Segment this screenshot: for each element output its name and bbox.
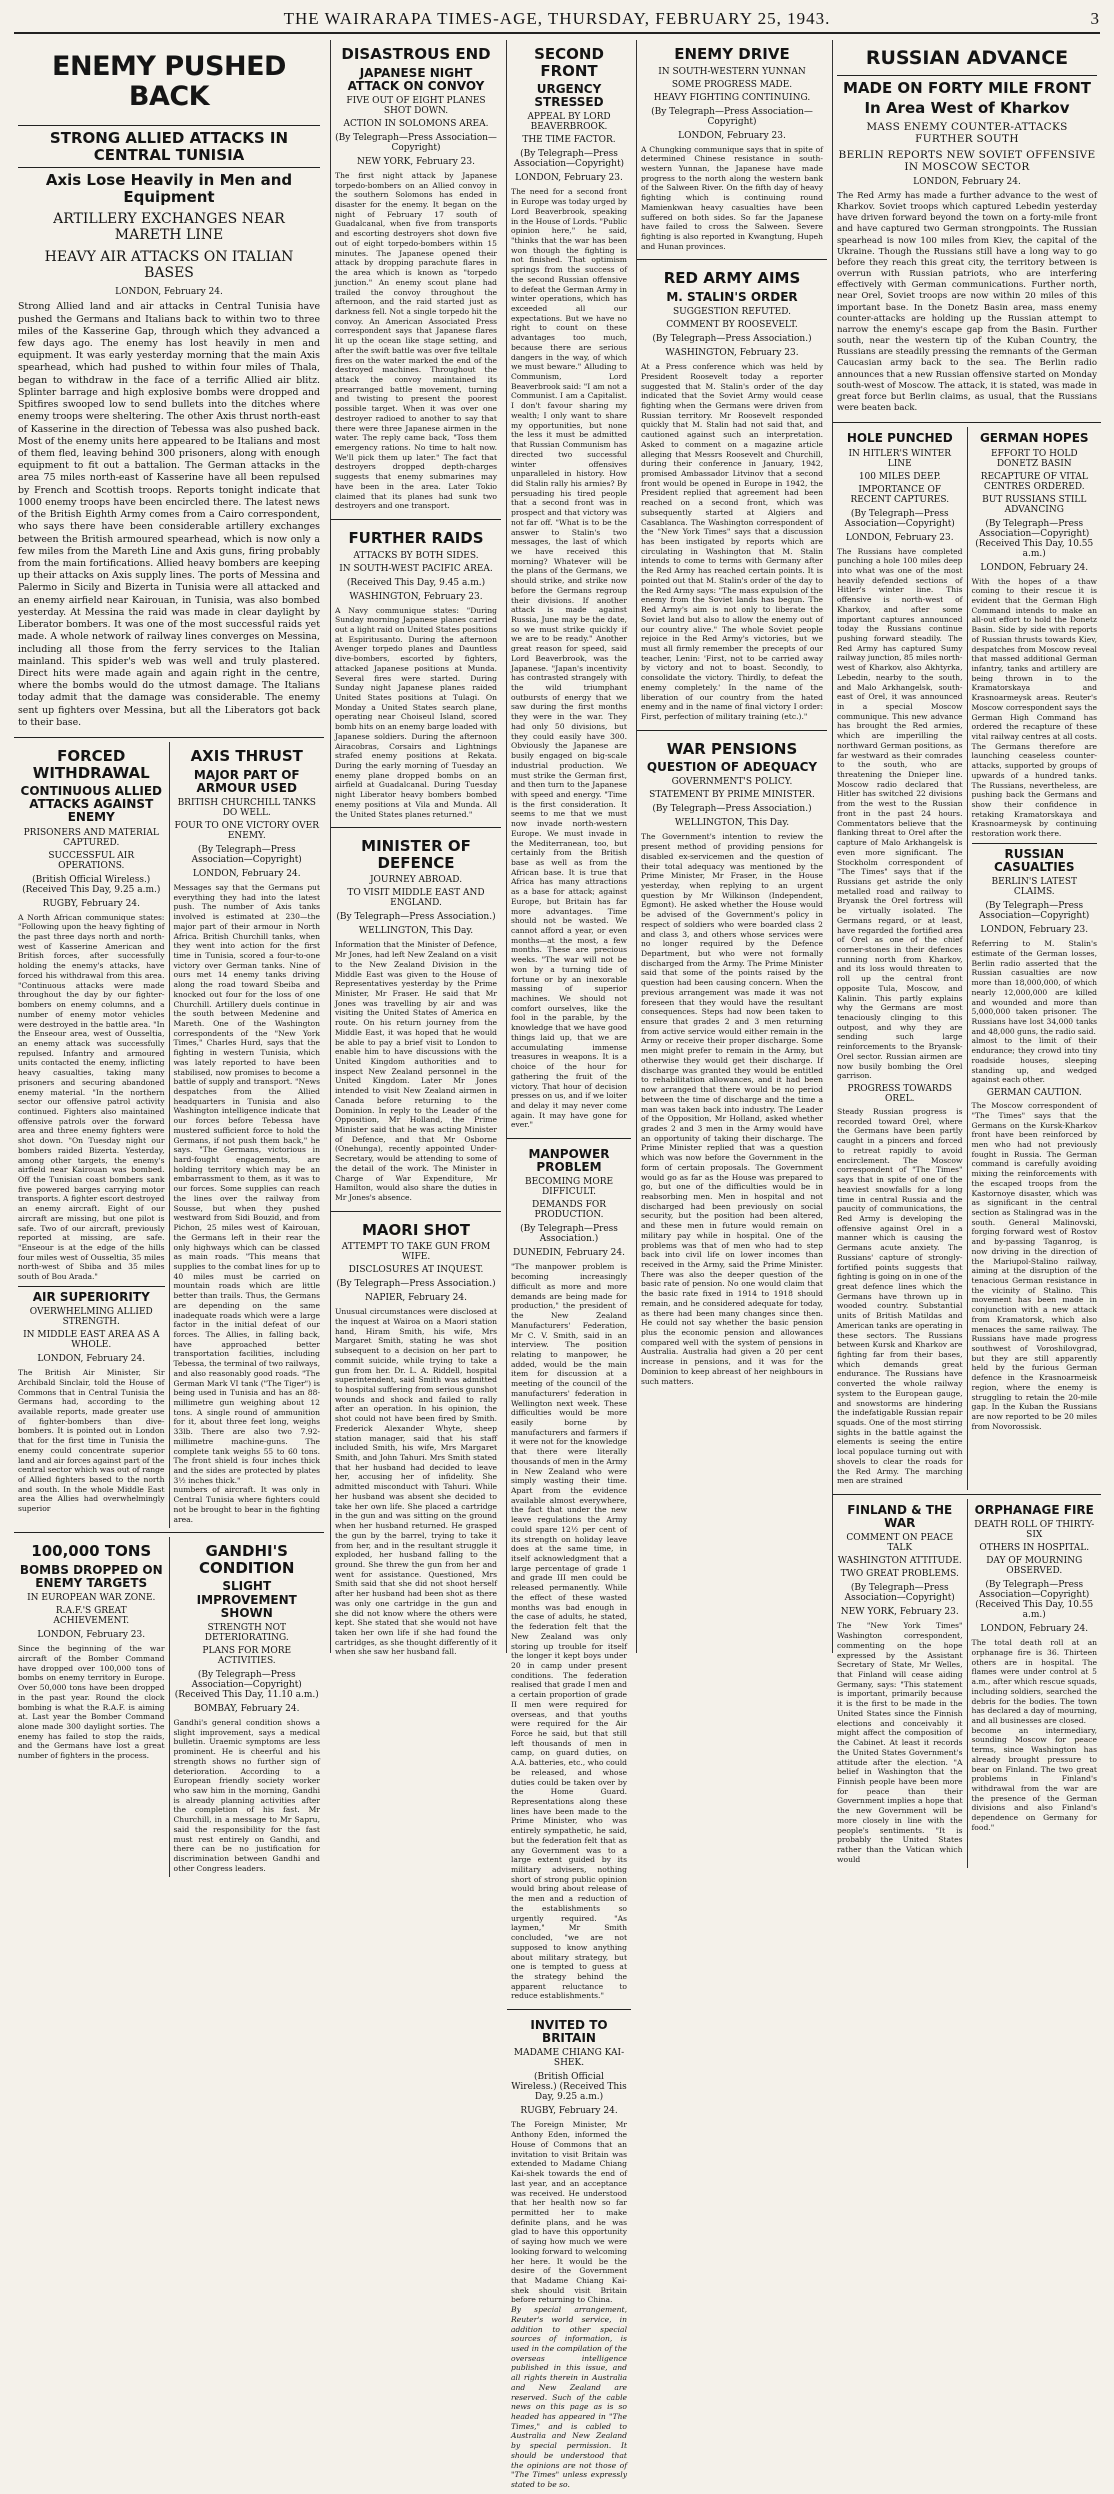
deck: RECAPTURE OF VITAL CENTRES ORDERED.: [980, 471, 1088, 492]
deck: IN SOUTH-WESTERN YUNNAN: [658, 66, 806, 77]
headline: AXIS THRUST: [190, 747, 303, 766]
deck: COMMENT BY ROOSEVELT.: [666, 320, 798, 331]
article-invited-to-britain: [507, 2014, 631, 2494]
deck: URGENCY STRESSED: [534, 82, 604, 110]
dateline: NEW YORK, February 23.: [357, 156, 475, 167]
article-second-front: [507, 40, 631, 1134]
dateline: LONDON, February 24.: [37, 1354, 146, 1365]
credit: (By Telegraph—Press Association.): [336, 1279, 496, 1290]
credit: (By Telegraph—Press Association.): [652, 334, 812, 345]
dateline: WASHINGTON, February 23.: [665, 348, 799, 359]
column-4: [636, 40, 827, 1653]
article-body: Referring to M. Stalin's estimate of the German losses, Berlin radio asserted that the Russian casualties are now more than 18,000,000, of which nearly 12,000,000 are killed and wounded and more than 5,000,000 taken prisoner. The Russians have lost 34,000 tanks and 48,000 guns, the radio said.: [971, 939, 1097, 1036]
deck: In Area West of Kharkov: [864, 99, 1070, 118]
headline: 100,000 TONS: [31, 1542, 152, 1561]
deck: BECOMING MORE DIFFICULT.: [524, 1177, 614, 1198]
credit: (By Telegraph—Press Association—Copyright) (Received This Day, 10.55 a.m.): [975, 518, 1094, 559]
credit: (British Official Wireless.) (Received This Day, 9.25 a.m.): [22, 874, 161, 895]
deck: BERLIN'S LATEST CLAIMS.: [991, 877, 1078, 898]
headline: RED ARMY AIMS: [663, 269, 801, 288]
deck: WASHINGTON ATTITUDE.: [837, 1556, 962, 1567]
article-body: A Chungking communique says that in spite of determined Chinese resistance in south-western Yunnan, the Japanese have made progress to the north along the western bank of the Salween River. On the fifth day of heavy fighting which is continuing round Mamienkwan heavy casualties have been suffered on both sides. So far the Japanese have failed to cross the Salween. Severe fighting is also reported in Kwangtung, Hupeh and Hunan provinces.: [641, 144, 823, 251]
dateline: LONDON, February 23.: [980, 925, 1089, 936]
col1-split-lower: [14, 1537, 324, 1877]
dateline: RUGBY, February 24.: [42, 898, 140, 909]
deck: FOUR TO ONE VICTORY OVER ENEMY.: [174, 820, 319, 841]
deck: IN SOUTH-WEST PACIFIC AREA.: [339, 563, 493, 574]
headline: ORPHANAGE FIRE: [974, 1503, 1094, 1518]
deck: PLANS FOR MORE ACTIVITIES.: [202, 1645, 292, 1666]
deck: SUGGESTION REFUTED.: [672, 307, 792, 318]
subheading: GERMAN CAUTION.: [986, 1088, 1082, 1099]
headline: MINISTER OF DEFENCE: [361, 837, 471, 872]
footnote: By special arrangement, Reuter's world service, in addition to other special sources of information, is used in the compilation of the overseas intelligence published in this issue, and all rights therein in Australia and New Zealand are reserved. Such of the cable news on this page as is so headed has appeared in "The Times," and is cabled to Australia and New Zealand by special permission. It should be understood that the opinions are not those of "The Times" unless expressly stated to be so.: [511, 2305, 627, 2490]
deck: STRENGTH NOT DETERIORATING.: [204, 1622, 289, 1643]
article-body: The "New York Times" Washington correspondent, commenting on the hope expressed by the Assistant Secretary of State, Mr Welles, that Finland will cease aiding Germany, says: "This statement is important, primarily because it is the first to be made in the United States since the Finnish elections and conceivably it might affect the composition of the Cabinet. At least it records the United States Government's attitude after the election. "A belief in Washington that the Finnish people have been more for peace than their Government implies a hope that the new Government will be more closely in line with the people's sentiments. "It is probably the United States rather than the Vatican which would: [837, 1621, 963, 1864]
article-body: The Government's intention to review the present method of providing pensions for disabled ex-servicemen and the question of their total adequacy was mentioned by the Prime Minister, Mr Fraser, in the House yesterday, when replying to an urgent question by Mr Wilkinson (Independent, Egmont). He asked whether the House would be advised of the Government's policy in respect of soldiers who were boarded class 2 and class 3, and others whose services were no longer required by the Defence Department, but who were not formally discharged from the Army. The Prime Minister said that some of the points raised by the question had been causing concern. When the previous arrangement was made it was not foreseen that they would have the resultant consequences. Steps had now been taken to ensure that grades 2 and 3 men returning from active service would either remain in the Army or receive their proper discharge. Some men might prefer to remain in the Army, but otherwise they would get their discharge. If discharge was granted they would be entitled to rehabilitation allowances, and it had been now arranged that there would be no period between the time of discharge and the time a man was taken back into industry. The Leader of the Opposition, Mr Holland, asked whether grades 2 and 3 men in the Army would have an opportunity of taking their discharge. The Prime Minister replied that was a question which was now before the Government in the form of certain proposals. The Government would go as far as the House was prepared to go, but one of the difficulties would be in reabsorbing men. Men in hospital and not discharged had been previously on social security, but the position had been altered, and these men in future would remain on military pay while in hospital. One of the problems was that of men who had to step back into civil life on lower incomes than received in the Army, said the Prime Minister. There was also the deeper question of the basic rate of pension. No one would claim that the basic rate fixed in 1914 to 1918 should remain, and he considered adequate for today, as there had been many changes since then. He could not say whether the basic pension plus the economic pension and allowances compared well with the system of pensions in Australia. Australia had given a 20 per cent increase in pensions, and it was for the Dominion to keep abreast of her neighbours in such matters.: [641, 832, 823, 1386]
article-body: A Navy communique states: "During Sunday morning Japanese planes carried out a light raid on United States positions at Espiritusanto. During the afternoon Avenger torpedo planes and Dauntless dive-bombers, escorted by fighters, attacked Japanese positions at Munda. Several fires were started. During Sunday night Japanese planes raided United States positions at Tulagi. On Monday a United States search plane, operating near Choiseul Island, scored bomb hits on an enemy barge loaded with Japanese soldiers. During the afternoon Airacobras, Corsairs and Lightnings strafed enemy positions at Rekata. During the early morning of Tuesday an enemy plane dropped bombs on an airfield at Guadalcanal. During Tuesday night Liberator heavy bombers bombed enemy positions at Vila and Munda. All the United States planes returned.": [335, 605, 497, 819]
col1-split-upper: [14, 742, 324, 1528]
deck: DEMANDS FOR PRODUCTION.: [531, 1200, 607, 1221]
deck: BUT RUSSIANS STILL ADVANCING: [982, 494, 1087, 515]
deck: GOVERNMENT'S POLICY.: [671, 777, 793, 788]
deck: ATTACKS BY BOTH SIDES.: [353, 550, 479, 561]
credit: (By Telegraph—Press Association.): [652, 804, 812, 815]
headline: WAR PENSIONS: [666, 739, 798, 758]
credit: (By Telegraph—Press Association.): [336, 912, 496, 923]
credit: (By Telegraph—Press Association—Copyright): [651, 106, 813, 127]
credit: (By Telegraph—Press Association—Copyright) (Received This Day, 11.10 a.m.): [174, 1669, 319, 1700]
article-body: The Russians have completed punching a hole 100 miles deep into what was one of the most heavily defended sections of Hitler's winter line. This offensive is north-west of Kharkov, and after some important captures announced today the Russians continue pushing forward steadily. The Red Army has captured Sumy railway junction, 85 miles north-west of Kharkov, also Akhtyrka, Lebedin, nearby to the south, and Malo Arkhangelsk, south-east of Orel, it was announced in a special Moscow communique. This new advance has brought the Red armies, which are imperilling the northward German positions, as far westward as their comrades to the south, who are threatening the Dnieper line. Moscow radio declared that Hitler has switched 22 divisions from the west to the Russian front in the past 24 hours. Commentators believe that the flanking threat to Orel after the capture of Malo Arkhangelsk is even more significant. The Stockholm correspondent of "The Times" says that if the Russians get astride the only metalled road and railway to Bryansk the Orel fortress will be virtually isolated. The Germans regard, or at least, have regarded the fortified area of Orel as one of the chief corner-stones in their defences running north from Kharkov, and its loss would threaten to roll up the central front opposite Tula, Moscow, and Kalinin. This partly explains why the Germans are most tenaciously clinging to this outpost, and why they are sending such large reinforcements to the Bryansk-Orel sector. Russian airmen are now busily bombing the Orel garrison.: [837, 546, 963, 1081]
headline: DISASTROUS END: [341, 45, 491, 63]
dateline: NAPIER, February 24.: [365, 1293, 467, 1304]
article-hole-punched: [833, 427, 967, 1490]
article-100000-tons: [14, 1537, 169, 1877]
credit: (By Telegraph—Press Association—Copyright): [335, 132, 497, 153]
deck: R.A.F.'S GREAT ACHIEVEMENT.: [53, 1606, 130, 1627]
deck: CONTINUOUS ALLIED ATTACKS AGAINST ENEMY: [20, 784, 162, 825]
col5-split-upper: [833, 427, 1101, 1490]
dateline: LONDON, February 24.: [980, 562, 1089, 573]
masthead-title: THE WAIRARAPA TIMES-AGE, THURSDAY, FEBRUARY 25, 1943.: [283, 9, 831, 28]
deck: ARTILLERY EXCHANGES NEAR MARETH LINE: [53, 211, 285, 244]
article-disastrous-end: [331, 40, 501, 515]
headline: FINLAND & THE WAR: [847, 1503, 953, 1531]
deck: MASS ENEMY COUNTER-ATTACKS FURTHER SOUTH: [866, 120, 1068, 145]
article-body-3: The Moscow correspondent of "The Times" says that the Germans on the Kursk-Kharkov front have been reinforced by men who had not previously fought in Russia. The German command is carefully avoiding mixing the reinforcements with the escaped troops from the Kastornoye disaster, which was as significant in the central section as Stalingrad was in the south. General Malinovski, forging forward west of Rostov and by-passing Taganrog, is now driving in the direction of the Mariupol-Stalino railway, aiming at the disruption of the tenacious German resistance in the vicinity of Stalino. This movement has been made in conjunction with a new attack from Kramatorsk, which also menaces the same railway. The Russians have made progress southwest of Voroshilovgrad, but they are still apparently held by the furious German defence in the Krasnoarmeisk region, where the enemy is struggling to retain the 20-mile gap. In the Kuban the Russians are now reported to be 20 miles from Novorossisk.: [971, 1101, 1097, 1431]
credit: (By Telegraph—Press Association—Copyright): [979, 901, 1090, 922]
deck: BRITISH CHURCHILL TANKS DO WELL.: [177, 797, 316, 818]
article-gandhi: [169, 1537, 325, 1877]
deck: IN MIDDLE EAST AREA AS A WHOLE.: [23, 1330, 160, 1351]
headline: ENEMY PUSHED BACK: [52, 51, 286, 112]
headline: INVITED TO BRITAIN: [530, 2018, 608, 2046]
deck: MADE ON FORTY MILE FRONT: [842, 78, 1092, 97]
deck: M. STALIN'S ORDER: [666, 289, 798, 304]
article-body-2: almost to the limit of their endurance; they crowd into tiny roadside houses, sleeping standing up, and wedged against each other.: [971, 1036, 1097, 1085]
deck: TO VISIT MIDDLE EAST AND ENGLAND.: [347, 888, 485, 909]
article-body: The need for a second front in Europe was today urged by Lord Beaverbrook, speaking in the House of Lords. "Public opinion here," he said, "thinks that the war has been won though the fighting is not finished. That optimism springs from the success of the second Russian offensive to defeat the German Army in winter operations, which has exceeded all our expectations. But we have no right to count on these advantages too much, because there are serious dangers in the way, of which we must beware." Alluding to Communism, Lord Beaverbrook said: "I am not a Communist. I am a Capitalist. I don't favour sharing my wealth; I only want to share my opportunities, but none the less it must be admitted that Russian Communism has directed two successful winter offensives unparalleled in history. How did Stalin rally his armies? By persuading his tired people that a second front was in prospect and that victory was not far off. "What is to be the answer to Stalin's two messages, the last of which we have received this morning? Whatever will be the plans of the Germans, we should strike, and strike now before the Germans regroup their divisions. If another attack is made against Russia, June may be the date, so we must strike quickly if we are to be ready." Another great reason for speed, said Lord Beaverbrook, was the Japanese. "Japan's incentivity has contrasted strangely with the wild triumphant outbursts of energy that we saw during the first months they were in the war. They had only 50 divisions, but they could easily have 300. Obviously the Japanese are busily engaged on big-scale industrial production. We must strike the German first, and then turn to the Japanese with speed and energy. "Time is the first consideration. It seems to me that we must now invade north-western Europe. We must invade in the Mediterranean, too, but certainly from the British base as well as from the African base. It is true that Africa has many attractions as a base for attack; against Europe, but Britain has far more advantages. Time should not be wasted. We cannot afford a year, or even months—at the most, a few months. These are precious weeks. "The war will not be won by a turning tide of fortune or by an inexorable massing of superior machines. We should not comfort ourselves, like the fool in the parable, by the knowledge that we have good things laid up, that we are accumulating immense treasures in weapons. It is a choice of the hour for gathering the fruit of the victory. That hour of decision presses on us, and if we loiter and delay it may never come again. It may have gone for ever.": [511, 187, 627, 1130]
article-enemy-drive: [637, 40, 827, 255]
article-body: A North African communique states: "Following upon the heavy fighting of the past three days north and north-west of Kasserine American and British forces, after successfully holding the enemy's attacks, have forced his withdrawal from this area. "Continuous attacks were made throughout the day by our fighter-bombers on enemy columns, and a number of enemy motor vehicles were destroyed in the battle area. "In the Enseour area, west of Ousseltia, an enemy attack was successfully repulsed. Infantry and armoured units contacted the enemy, inflicting heavy casualties, taking many prisoners and securing abandoned enemy material. "In the northern sector our offensive patrol activity continued. Fighters also maintained offensive patrols over the forward area and three enemy fighters were shot down. "On Tuesday night our bombers raided Bizerta. Yesterday, among other targets, the enemy's airfield near Kairouan was bombed. Off the Tunisian coast bombers sank five powered barges carrying motor transports. A fighter escort destroyed an enemy aircraft. Eight of our aircraft are missing, but one pilot is safe. Two of our aircraft, previously reported at missing, are safe. "Enseour is at the edge of the hills four miles west of Ousseltia, 35 miles north-west of Sbiba and 35 miles south of Bou Arada.": [18, 912, 165, 1282]
credit: (By Telegraph—Press Association—Copyright): [513, 149, 625, 170]
article-body: The Foreign Minister, Mr Anthony Eden, informed the House of Commons that an invitation to visit Britain was extended to Madame Chiang Kai-shek towards the end of last year, and an acceptance was received. He understood that her health now so far permitted her to make definite plans, and he was glad to have this opportunity of saying how much we were looking forward to welcoming her here. It would be the desire of the Government that Madame Chiang Kai-shek should visit Britain before returning to China.: [511, 2120, 627, 2305]
dateline: RUGBY, February 24.: [520, 2106, 618, 2117]
headline: GANDHI'S CONDITION: [199, 1542, 295, 1577]
deck: BOMBS DROPPED ON ENEMY TARGETS: [19, 1562, 163, 1591]
deck: JOURNEY ABROAD.: [369, 875, 463, 886]
deck: BERLIN REPORTS NEW SOVIET OFFENSIVE IN MOSCOW SECTOR: [838, 148, 1096, 173]
column-5: [832, 40, 1101, 1864]
headline: MAORI SHOT: [362, 1220, 470, 1239]
deck: ATTEMPT TO TAKE GUN FROM WIFE.: [341, 1242, 491, 1263]
article-body: The first night attack by Japanese torpedo-bombers on an Allied convoy in the southern Solomons has ended in disaster for the enemy. It began on the night of February 17 south of Guadalcanal, when five from transports and escorting destroyers shot down five out of eight torpedo-bombers within 15 minutes. The Japanese opened their attack by dropping parachute flares in the area which is known as "torpedo junction." An enemy scout plane had trailed the convoy throughout the afternoon, and the raid started just as darkness fell. Not a single torpedo hit the convoy. An American Associated Press correspondent says that Japanese flares lit up the ocean like stage setting, and after the swift battle was over five telltale fires on the water marked the end of the destroyed machines. Throughout the attack the convoy maintained its prearranged battle movement, turning and twisting to present the poorest possible target. When it was over one destroyer radioed to another to say that there were three Japanese airmen in the water. The reply came back, "Toss them emergency rations. No time to halt now. We'll pick them up later." The fact that destroyers dropped depth-charges suggests that enemy submarines may have been in the area. Later Tokio claimed that its planes had sunk two destroyers and one transport.: [335, 170, 497, 511]
deck: COMMENT ON PEACE TALK: [846, 1533, 954, 1554]
deck: APPEAL BY LORD BEAVERBROOK.: [527, 112, 611, 133]
dateline: LONDON, February 24.: [115, 287, 223, 298]
headline: FURTHER RAIDS: [348, 529, 484, 548]
masthead: [14, 6, 1100, 34]
dateline: NEW YORK, February 23.: [840, 1607, 959, 1618]
article-body-2: become an intermediary, sounding Moscow for peace terms, since Washington has already brought pressure to bear on Finland. The two great problems in Finland's withdrawal from the war are the presence of the German divisions and also Finland's dependence on Germany for food.": [971, 1725, 1097, 1832]
deck: SOME PROGRESS MADE.: [671, 79, 793, 90]
article-enemy-pushed-back: [14, 40, 324, 733]
dateline: WELLINGTON, This Day.: [674, 818, 790, 829]
credit: (British Official Wireless.) (Received This Day, 9.25 a.m.): [511, 2072, 627, 2103]
deck: Axis Lose Heavily in Men and Equipment: [45, 171, 293, 206]
deck: PRISONERS AND MATERIAL CAPTURED.: [23, 827, 159, 848]
deck: OTHERS IN HOSPITAL.: [979, 1543, 1090, 1554]
dateline: BOMBAY, February 24.: [194, 1703, 300, 1714]
article-body: The Red Army has made a further advance to the west of Kharkov. Soviet troops which captured Lebedin yesterday have driven forward beyond the town on a forty-mile front and have captured two German strongpoints. The Russian spearhead is now 100 miles from Kiev, the capital of the Ukraine. Though the Russians still have a long way to go before they reach this great city, the territory between is overrun with Russian patriots, who are interfering effectively with German communications. Further north, near Orel, Soviet troops are now within 20 miles of this important base. In the Donetz Basin area, mass enemy counter-attacks are holding up the Russian attempt to narrow the enemy's escape gap from the Basin. Further south, near the western tip of the Kuban Country, the Russians are steadily pressing the remnants of the German Caucasian army back to the sea. The Berlin radio announces that a new Russian offensive started on Monday south-west of Moscow. The attack, it is stated, was made in great force but Berlin claims, as usual, that the Russians were beaten back.: [837, 190, 1097, 414]
deck: 100 MILES DEEP.: [858, 471, 941, 482]
article-german-hopes: [967, 427, 1102, 1490]
credit: (Received This Day, 9.45 a.m.): [346, 577, 486, 588]
article-manpower-problem: [507, 1143, 631, 2005]
credit: (By Telegraph—Press Association.): [520, 1224, 618, 1245]
headline: ENEMY DRIVE: [674, 45, 790, 63]
article-body: Messages say that the Germans put everything they had into the latest push. The number of Axis tanks involved is estimated at 230—the major part of their armour in North Africa. British Churchill tanks, when they went into action for the first time in Tunisia, scored a four-to-one victory over German tanks. Nine of ours met 14 enemy tanks driving along the road toward Sbeiba and knocked out four for the loss of one Churchill. Artillery duels continue in the south between Medenine and Mareth. One of the Washington correspondents of the "New York Times," Charles Hurd, says that the fighting in western Tunisia, which was lately reported to have been stabilised, now promises to become a battle of supply and transport. "News despatches from the Allied headquarters in Tunisia and also Washington intelligence indicate that our forces before Tebessa have mustered sufficient force to hold the Germans, if not push them back," he says. "The Germans, victorious in hard-fought engagements, are holding territory which may be an embarrassment to them, as it was to our forces. Some supplies can reach the lines over the railway from Sousse, but when they pushed westward from Sidi Bouzid, and from Pichon, 25 miles west of Kairouan, the Germans left in their rear the only highways which can be classed as main roads. "This means that supplies to the combat lines for up to 40 miles must be carried on mountain roads which are little better than trails. Thus, the Germans are depending on the same inadequate roads which were a large factor in the initial defeat of our forces. The Allies, in falling back, have approached better transportation facilities, including Tebessa, the terminal of two railways, and also reasonably good roads. "The German Mark VI tank ("The Tiger") is being used in Tunisia and has an 88-millimetre gun weighing about 12 tons. A single round of ammunition for it, about three feet long, weighs 33lb. There are also two 7.92-millimetre machine-guns. The complete tank weighs 55 to 60 tons. The front shield is four inches thick and the sides are protected by plates 3½ inches thick.": [173, 882, 320, 1485]
deck: DEATH ROLL OF THIRTY-SIX: [974, 1520, 1095, 1541]
article-continued: numbers of aircraft. It was only in Central Tunisia where fighters could not be brought to bear in the fighting area.: [173, 1485, 320, 1524]
dateline: LONDON, February 23.: [515, 173, 623, 184]
deck: FIVE OUT OF EIGHT PLANES SHOT DOWN.: [346, 95, 486, 116]
deck: MAJOR PART OF ARMOUR USED: [193, 767, 300, 795]
article-forced-withdrawal: [14, 742, 169, 1528]
deck: STATEMENT BY PRIME MINISTER.: [649, 790, 815, 801]
article-body: Unusual circumstances were disclosed at the inquest at Wairoa on a Maori station hand, Hiram Smith, his wife, Mrs Margaret Smith, stating he was shot subsequent to a decision on her part to commit suicide, while trying to take a gun from her. Dr. L. A. Riddell, hospital superintendent, said Smith was admitted to hospital suffering from serious gunshot wounds and shock and failed to rally after an operation. In his opinion, the shot could not have been fired by Smith. Frederick Alexander Whyte, sheep station manager, said that his staff included Smith, his wife, Mrs Margaret Smith, and John Tahuri. Mrs Smith stated that her husband had decided to leave her, accusing her of infidelity. She admitted misconduct with Tahuri. While her husband was absent she decided to take her own life. She placed a cartridge in the gun and was sitting on the ground when her husband returned. He grasped the gun by the barrel, trying to take it from her, and in the resultant struggle it exploded, her husband falling to the ground. She threw the gun from her and went for assistance. Questioned, Mrs Smith said that she did not shoot herself after her husband had been shot as there was only one cartridge in the gun and she did not know where the others were kept. She stated that she would not have taken her own life if she had found the cartridges, as she thought differently of it when she saw her husband fall.: [335, 1307, 497, 1657]
deck: IMPORTANCE OF RECENT CAPTURES.: [850, 484, 950, 505]
subheading: PROGRESS TOWARDS OREL.: [847, 1084, 953, 1105]
credit: (By Telegraph—Press Association—Copyright): [844, 1583, 955, 1604]
article-body: Gandhi's general condition shows a slight improvement, says a medical bulletin. Uraemic symptoms are less prominent. He is cheerful and his strength shows no further sign of deterioration. According to a European friendly society worker who saw him in the morning, Gandhi is already planning activities after the completion of his fast. Mr Churchill, in a message to Mr Sapru, said the responsibility for the fast must rest entirely on Gandhi, and there can be no justification for discrimination between Gandhi and other Congress leaders.: [173, 1717, 320, 1873]
deck: HEAVY AIR ATTACKS ON ITALIAN BASES: [44, 249, 294, 282]
article-war-pensions: [637, 735, 827, 1391]
dateline: WELLINGTON, This Day.: [358, 926, 474, 937]
column-2: [330, 40, 501, 1657]
deck: SUCCESSFUL AIR OPERATIONS.: [48, 850, 135, 871]
deck: THE TIME FACTOR.: [522, 135, 616, 146]
dateline: WASHINGTON, February 23.: [349, 591, 483, 602]
article-body: Information that the Minister of Defence, Mr Jones, had left New Zealand on a visit to the New Zealand Division in the Middle East was given to the House of Representatives yesterday by the Prime Minister, Mr Fraser. He said that Mr Jones was travelling by air and was visiting the United States of America en route. On his return journey from the Middle East, it was hoped that he would be able to pay a brief visit to London to enable him to have discussions with the United Kingdom authorities and to inspect New Zealand personnel in the United Kingdom. Later Mr Jones intended to visit New Zealand airmen in Canada before returning to the Dominion. In reply to the Leader of the Opposition, Mr Holland, the Prime Minister said that he was acting Minister of Defence, and that Mr Osborne (Onehunga), recently appointed Under-Secretary, would be attending to some of the detail of the work. The Minister in Charge of War Expenditure, Mr Hamilton, would also share the duties in Mr Jones's absence.: [335, 940, 497, 1203]
deck: EFFORT TO HOLD DONETZ BASIN: [990, 448, 1078, 469]
deck: IN HITLER'S WINTER LINE: [848, 448, 952, 469]
dateline: LONDON, February 23.: [678, 130, 786, 141]
article-body: Since the beginning of the war aircraft of the Bomber Command have dropped over 100,000 tons of bombs on enemy territory in Europe. Over 50,000 tons have been dropped in the past year. Round the clock bombing is what the R.A.F. is aiming at. Last year the Bomber Command alone made 300 daylight sorties. The enemy has failed to stop the raids, and the Germans have lost a great number of fighters in the process.: [18, 1644, 165, 1761]
credit: (By Telegraph—Press Association—Copyright) (Received This Day, 10.55 a.m.): [975, 1580, 1094, 1621]
dateline: LONDON, February 24.: [980, 1624, 1089, 1635]
deck: DAY OF MOURNING OBSERVED.: [986, 1556, 1083, 1577]
article-axis-thrust: [169, 742, 325, 1528]
dateline: LONDON, February 24.: [192, 868, 301, 879]
article-minister-of-defence: [331, 832, 501, 1206]
credit: (By Telegraph—Press Association—Copyright): [844, 508, 955, 529]
dateline: DUNEDIN, February 24.: [513, 1248, 625, 1259]
dateline: LONDON, February 23.: [845, 532, 954, 543]
article-body: "The manpower problem is becoming increasingly difficult as more and more demands are being made for production," the president of the New Zealand Manufacturers' Federation, Mr C. V. Smith, said in an interview. The position relating to manpower, he added, would be the main item for discussion at a meeting of the council of the manufacturers' federation in Wellington next week. These difficulties would be more easily borne by manufacturers and farmers if it were not for the knowledge that there were literally thousands of men in the Army in New Zealand who were simply wasting their time. Apart from the evidence available almost everywhere, the fact that under the new leave regulations the Army could spare 12½ per cent of its strength on holiday leave does at the same time, in itself acknowledgment that a large percentage of grade 1 and grade III men could be released permanently. While the effect of these wasted months was bad enough in the case of adults, he stated, the federation felt that the New Zealand was only storing up trouble for itself the longer it kept boys under 20 in camp under present conditions. The federation realised that grade I men and a certain proportion of grade II men were required for overseas, and that youths were required for the Air Force he said, but that still left thousands of men in camp, on guard duties, on A.A. batteries, etc., who could be released, and whose duties could be taken over by the Home Guard. Representations along these lines have been made to the Prime Minister, who was entirely sympathetic, he said, but the federation felt that as any Government was to a large extent guided by its military advisers, nothing short of strong public opinion would bring about release of the men and a reduction of the establishments so urgently required. "As laymen," Mr Smith concluded, "we are not supposed to know anything about military strategy, but one is tempted to guess at the strategy behind the apparent reluctance to reduce establishments.": [511, 1262, 627, 2001]
headline: RUSSIAN ADVANCE: [865, 47, 1069, 69]
article-body-2: Steady Russian progress is recorded toward Orel, where the Germans have been partly caught in a pincers and forced to retreat rapidly to avoid encirclement. The Moscow correspondent of "The Times" says that in spite of one of the heaviest snowfalls for a long time in central Russia and the paucity of communications, the Red Army is developing the offensive against Orel in a manner which is causing the Germans acute anxiety. The Russians' capture of strongly-fortified points suggests that fighting is going on in one of the great defence lines which the Germans have thrown up in wooded country. Substantial units of British Matildas and American tanks are operating in these sectors. The Russians between Kursk and Kharkov are fighting far from their bases, which demands great endurance. The Russians have converted the whole railway system to the European gauge, and snowstorms are hindering the indefatigable Russian repair squads. One of the most stirring sights in the battle against the elements is seeing the entire local populace turning out with shovels to clear the roads for the Red Army. The marching men are strained: [837, 1107, 963, 1486]
deck: MADAME CHIANG KAI-SHEK.: [513, 2048, 625, 2069]
article-body: With the hopes of a thaw coming to their rescue it is evident that the German High Command intends to make an all-out effort to hold the Donetz Basin. Side by side with reports of Russian thrusts towards Kiev, despatches from Moscow reveal that massed additional German infantry, tanks and artillery are being thrown in to the Kramatorskaya and Krasnoarmeysk areas. Reuter's Moscow correspondent says the German High Command has ordered the recapture of these vital railway centres at all costs. The Germans therefore are launching ceaseless counter-attacks, supported by groups of upwards of a hundred tanks. The Russians, nevertheless, are pushing back the Germans and show their confidence in retaking Kramatorskaya and Krasnoarmeysk by continuing restoration work there.: [971, 576, 1097, 839]
col5-split-lower: [833, 1499, 1101, 1868]
deck: IN EUROPEAN WAR ZONE.: [27, 1593, 156, 1604]
credit: (By Telegraph—Press Association—Copyright): [191, 844, 302, 865]
column-1: [14, 40, 324, 1873]
deck: QUESTION OF ADEQUACY: [646, 760, 818, 775]
headline: HOLE PUNCHED: [846, 431, 953, 446]
article-red-army-aims: [637, 264, 827, 725]
headline: AIR SUPERIORITY: [32, 1289, 150, 1304]
page-number: 3: [1090, 9, 1100, 28]
deck: ACTION IN SOLOMONS AREA.: [343, 118, 489, 129]
dateline: LONDON, February 23.: [37, 1630, 146, 1641]
article-finland: [833, 1499, 967, 1868]
deck: HEAVY FIGHTING CONTINUING.: [653, 92, 811, 103]
column-3: [506, 40, 631, 2490]
article-maori-shot: [331, 1216, 501, 1661]
article-russian-advance: [833, 40, 1101, 418]
headline: FORCED WITHDRAWAL: [32, 747, 150, 782]
article-further-raids: [331, 524, 501, 823]
article-orphanage-fire: [967, 1499, 1102, 1868]
article-body: Strong Allied land and air attacks in Central Tunisia have pushed the Germans and Italians back to within two to three miles of the Kasserine Gap, through which they advanced a few days ago. The enemy has lost heavily in men and equipment. It was early yesterday morning that the main Axis spearhead, which had pushed to within four miles of Thala, began to withdraw in the face of a terrific Allied air blitz. Splinter barrage and high explosive bombs were dropped and Spitfires swooped low to send bullets into the ditches where enemy troops were sheltering. The other Axis thrust north-east of Kasserine in the direction of Tebessa was also pushed back. Most of the enemy units here appeared to be Italians and most of them fled, leaving behind 300 prisoners, along with enough equipment to fit out a battalion. The German attacks in the area 75 miles north-east of Kasserine have all been repulsed by French and Scottish troops. Reports tonight indicate that 1000 enemy troops have been encircled there. The latest news of the British Eighth Army comes from a Cairo correspondent, who says there have been considerable artillery exchanges between the British armoured spearhead, which is now only a few miles from the Mareth Line and Axis guns, firing probably from the main fortifications. Allied heavy bombers are keeping up their attacks on Axis supply lines. The ports of Messina and Palermo in Sicily and Bizerta in Tunisia were all attacked and an enemy airfield near Kairouan, in Tunisia, was also bombed yesterday. At Messina the raid was made in clear daylight by Liberator bombers. It was one of the most successful raids yet made. A whole network of railway lines converges on Messina, including all those from the ferry services to the Italian mainland. This spider's web was well and truly plastered. Direct hits were made again and again right in the centre, where the bombs would do the utmost damage. The Italians today admit that the damage was considerable. The enemy sent up fighters over Messina, but all the Liberators got back to their base.: [18, 301, 320, 728]
deck: JAPANESE NIGHT ATTACK ON CONVOY: [347, 65, 485, 93]
deck: OVERWHELMING ALLIED STRENGTH.: [29, 1307, 153, 1328]
article-body: At a Press conference which was held by President Roosevelt today a reporter suggested that M. Stalin's order of the day indicated that the Soviet Army would cease fighting when the Germans were driven from Russian territory. Mr Roosevelt responded quickly that M. Stalin had not said that, and cautioned against such an interpretation. Asked to comment on a magazine article alleging that Messrs Roosevelt and Churchill, during their conference in January, 1942, promised Ambassador Litvinov that a second front would be opened in Europe in 1942, the President replied that agreement had been reached on a second front, which was subsequently started at Algiers and Casablanca. The Washington correspondent of the "New York Times" says that a discussion has been instigated by reports which are circulating in Washington that M. Stalin intends to come to terms with Germany after the Red Army has reached certain points. It is pointed out that M. Stalin's order of the day to the Red Army says: "The mass expulsion of the enemy from the Soviet lands has begun. The Red Army's aim is not only to liberate the Soviet land but also to allow the enemy out of our country alive." The whole Soviet people rejoice in the Red Army's victories, but we must all firmly remember the precepts of our teacher, Lenin: 'First, not to be carried away by victory and not to boast. Secondly, to consolidate the victory. Thirdly, to defeat the enemy completely.' In the name of the liberation of our country from the hated enemy and in the name of final victory I order: First, perfection of military training (etc.).": [641, 362, 823, 721]
headline: MANPOWER PROBLEM: [528, 1147, 610, 1175]
headline: SECOND FRONT: [534, 45, 604, 80]
headline: RUSSIAN CASUALTIES: [993, 846, 1075, 875]
headline: GERMAN HOPES: [979, 431, 1089, 446]
deck: STRONG ALLIED ATTACKS IN CENTRAL TUNISIA: [49, 129, 289, 164]
deck: TWO GREAT PROBLEMS.: [840, 1569, 959, 1580]
article-body: The total death roll at an orphanage fire is 36. Thirteen others are in hospital. The flames were under control at 5 a.m., after which rescue squads, including soldiers, searched the debris for the bodies. The town has declared a day of mourning, and all businesses are closed.: [971, 1638, 1097, 1726]
article-body: The British Air Minister, Sir Archibald Sinclair, told the House of Commons that in Central Tunisia the Germans had, according to the available reports, made greater use of fighter-bombers than dive-bombers. It is pointed out in London that for the first time in Tunisia the enemy could concentrate superior land and air forces against part of the central sector which was out of range of Allied fighters based to the north and south. In the whole Middle East area the Allies had overwhelmingly superior: [18, 1368, 165, 1514]
deck: DISCLOSURES AT INQUEST.: [348, 1265, 484, 1276]
deck: SLIGHT IMPROVEMENT SHOWN: [196, 1579, 297, 1620]
dateline: LONDON, February 24.: [913, 176, 1021, 187]
